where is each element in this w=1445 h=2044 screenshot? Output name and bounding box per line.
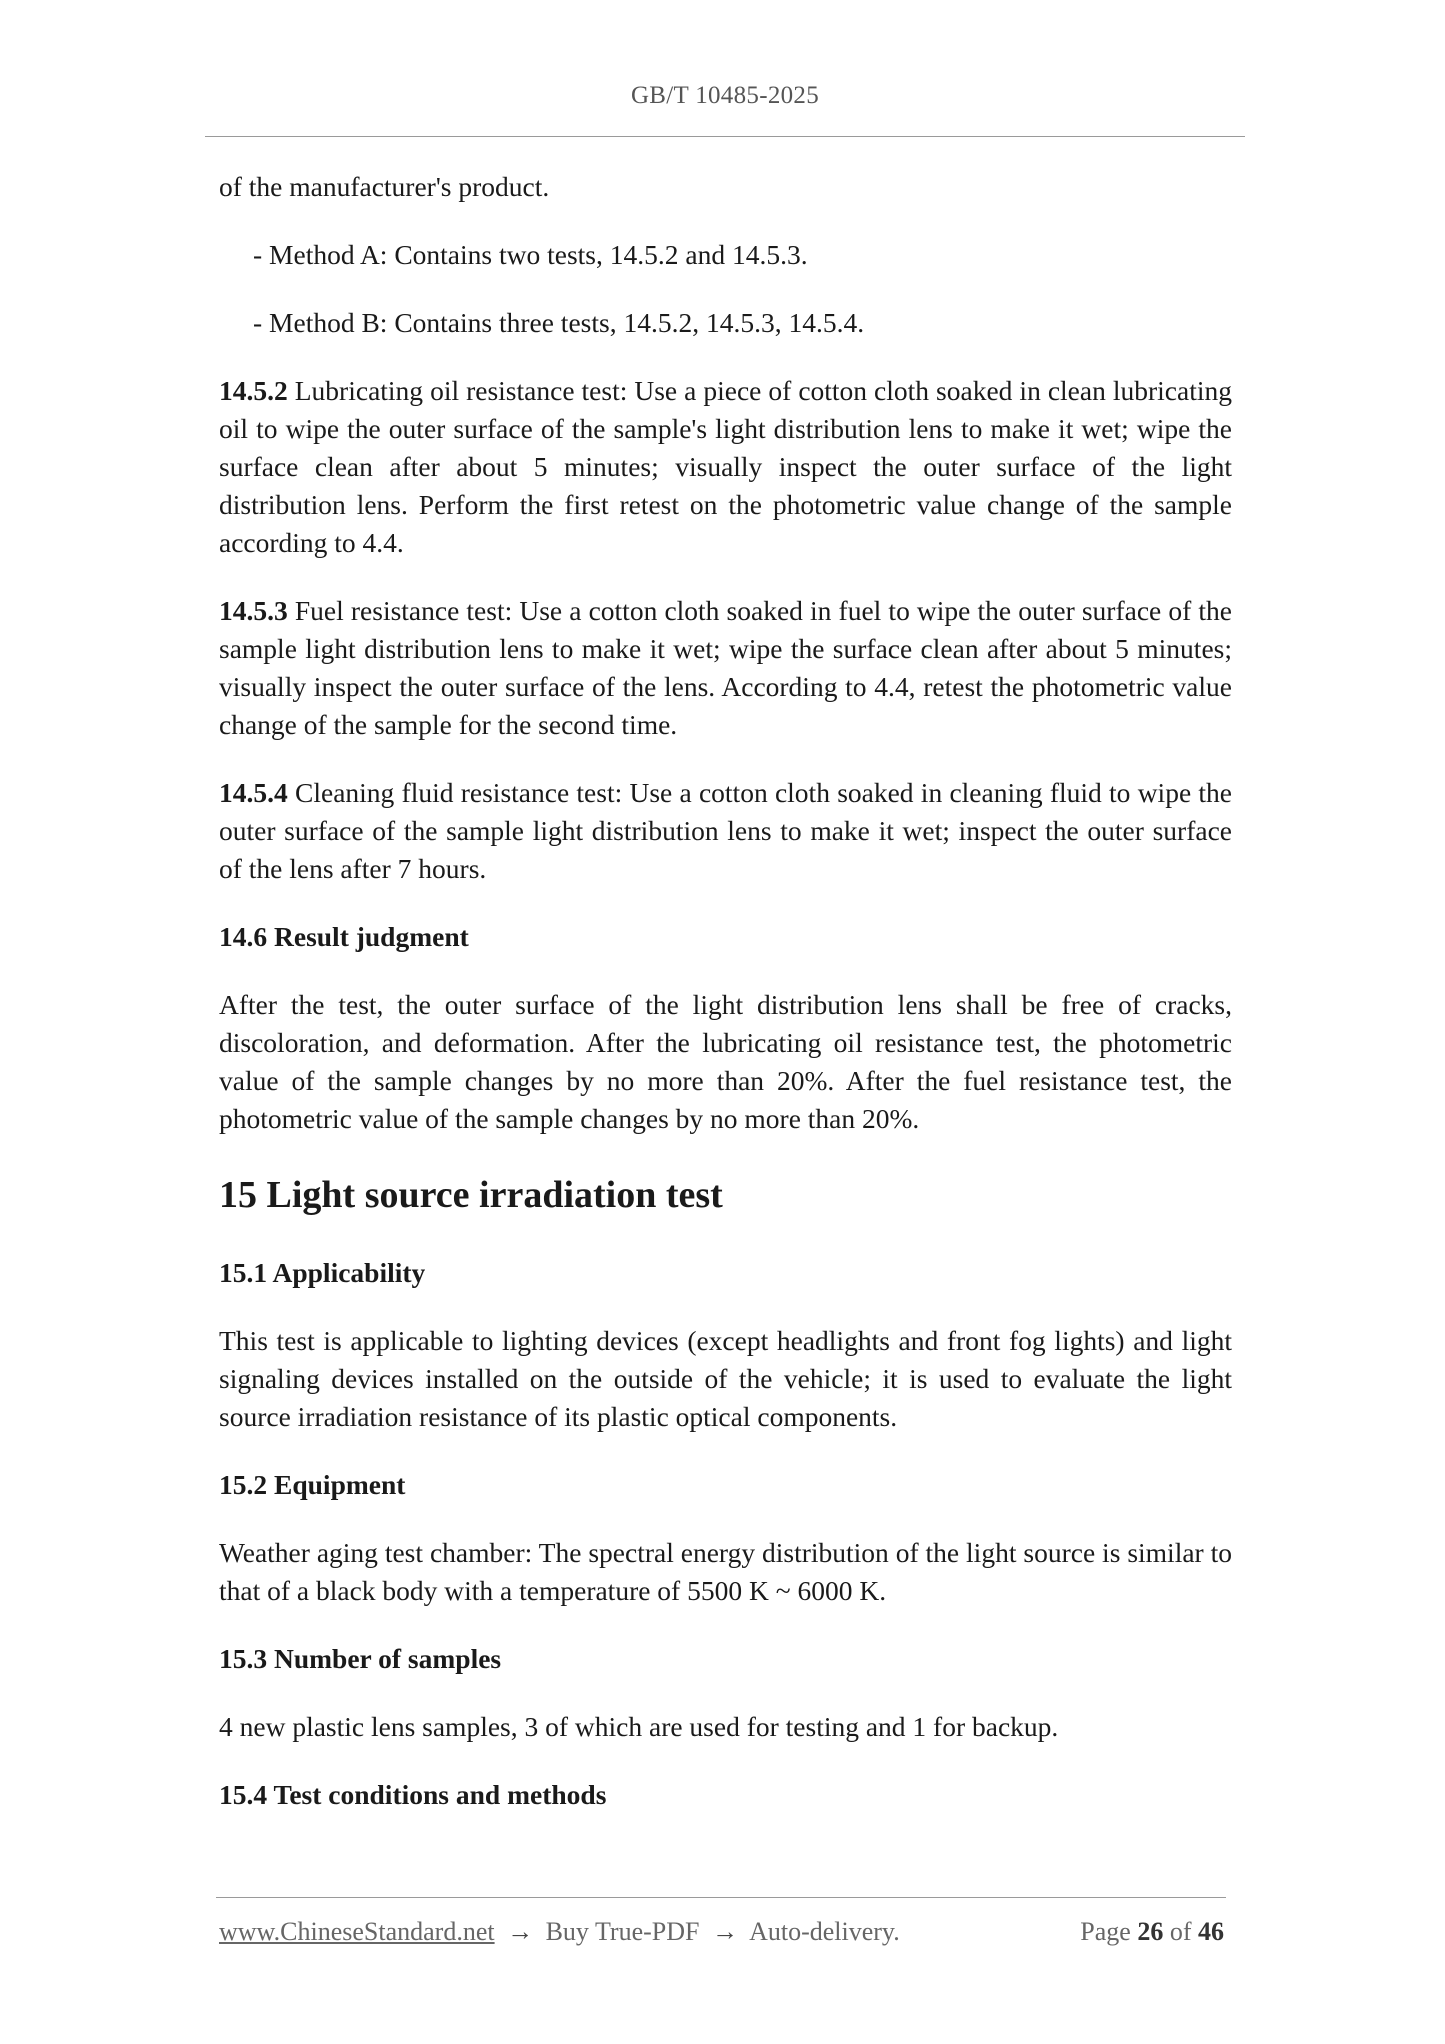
page-label: Page [1080,1917,1131,1946]
page-current: 26 [1137,1917,1164,1946]
arrow-right-icon: → [712,1917,738,1946]
paragraph-15-1: This test is applicable to lighting devices (except headlights and front fog lights) and light signaling devices installed on the outside of the vehicle; it is used to evaluate the light source irradiation resistance of its plastic optical components. [219,1325,1232,1432]
clause-text: Lubricating oil resistance test: Use a piece of cotton cloth soaked in clean lubricating oil to wipe the outer surface of the sample's light distribution lens to make it wet; wipe the surface clean after about 5 minutes; visually inspect the outer surface of the light distribution lens. Perform the first retest on the photometric value change of the sample according to 4.4. [219,375,1232,558]
paragraph-15-2: Weather aging test chamber: The spectral energy distribution of the light source is similar to that of a black body with a temperature of 5500 K ~ 6000 K. [219,1537,1232,1606]
heading-15-1: 15.1 Applicability [219,1257,426,1288]
heading-15-4: 15.4 Test conditions and methods [219,1779,607,1810]
heading-15-2: 15.2 Equipment [219,1469,406,1500]
heading-15: 15 Light source irradiation test [219,1174,723,1216]
of-label: of [1169,1917,1192,1946]
clause-number: 14.5.4 [219,777,288,808]
paragraph-15-3: 4 new plastic lens samples, 3 of which are used for testing and 1 for backup. [219,1711,1059,1742]
footer-divider [216,1897,1226,1898]
paragraph-14-6: After the test, the outer surface of the light distribution lens shall be free of cracks, discoloration, and deformation. After the lubricating oil resistance test, the photometric value of the sample changes by no more than 20%. After the fuel resistance test, the photometric value of the sample changes by no more than 20%. [219,989,1232,1134]
intro-paragraph: of the manufacturer's product. [219,171,550,202]
heading-14-6: 14.6 Result judgment [219,921,469,952]
delivery-text: Auto-delivery. [749,1917,900,1946]
site-link[interactable]: www.ChineseStandard.net [219,1917,495,1946]
clause-number: 14.5.2 [219,375,288,406]
document-body [219,168,1232,1844]
clause-number: 14.5.3 [219,595,288,626]
header-divider [205,136,1245,137]
method-b-item: - Method B: Contains three tests, 14.5.2, 14.5.3, 14.5.4. [253,307,865,338]
page-indicator [1080,1917,1224,1947]
clause-14-5-2 [219,372,1232,562]
clause-14-5-4 [219,774,1232,888]
clause-text: Fuel resistance test: Use a cotton cloth soaked in fuel to wipe the outer surface of the sample light distribution lens to make it wet; wipe the surface clean after about 5 minutes; visually inspect the outer surface of the lens. According to 4.4, retest the photometric value change of the sample for the second time. [219,595,1232,740]
heading-15-3: 15.3 Number of samples [219,1643,502,1674]
page-total: 46 [1198,1917,1224,1946]
page-header: GB/T 10485-2025 [630,82,820,109]
footer-left [219,1917,900,1947]
buy-text: Buy True-PDF [545,1917,700,1946]
method-a-item: - Method A: Contains two tests, 14.5.2 and 14.5.3. [253,239,808,270]
clause-14-5-3 [219,592,1232,744]
page-footer [219,1917,1224,1947]
clause-text: Cleaning fluid resistance test: Use a cotton cloth soaked in cleaning fluid to wipe the outer surface of the sample light distribution lens to make it wet; inspect the outer surface of the lens after 7 hours. [219,777,1232,884]
arrow-right-icon: → [507,1917,534,1946]
